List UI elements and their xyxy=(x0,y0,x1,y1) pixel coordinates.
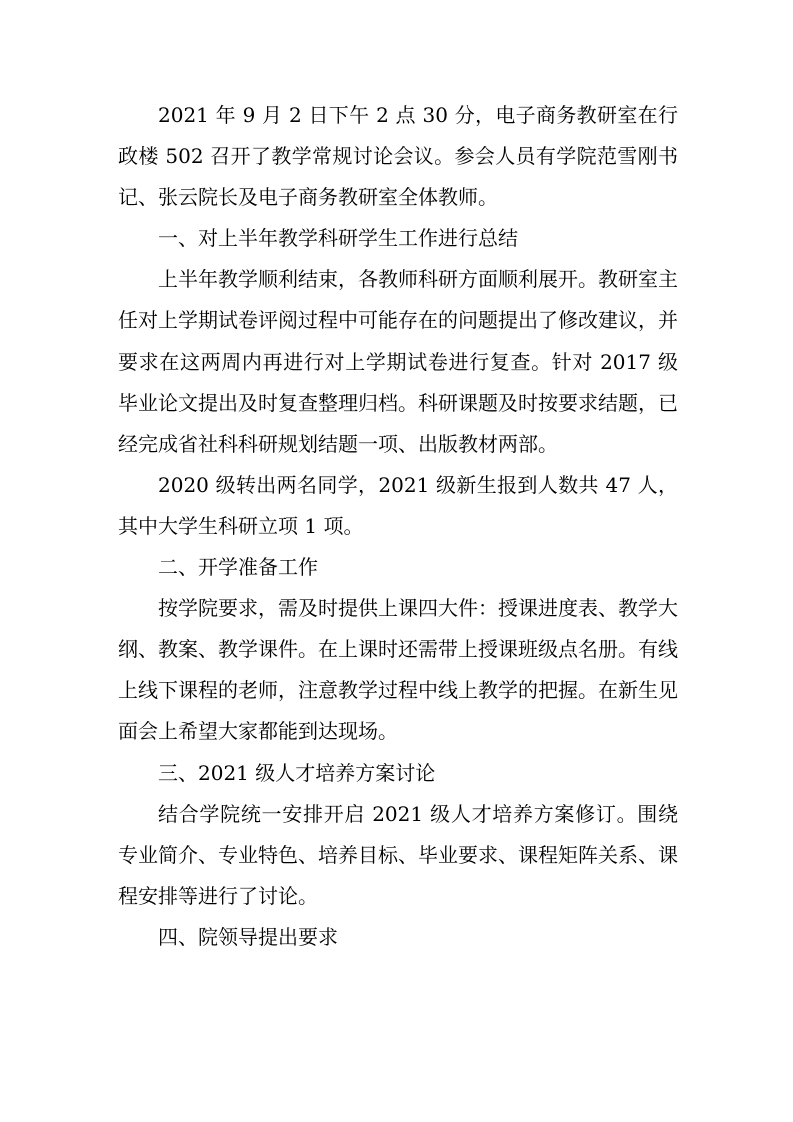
section-heading-summary: 一、对上半年教学科研学生工作进行总结 xyxy=(158,226,518,251)
document-page xyxy=(118,95,678,958)
meeting-intro-paragraph: 2021 年 9 月 2 日下午 2 点 30 分，电子商务教研室在行政楼 502 召开了教学常规讨论会议。参会人员有学院范雪刚书记、张云院长及电子商务教研室全体教师。 xyxy=(118,103,678,210)
section-heading-preparation: 二、开学准备工作 xyxy=(158,555,318,580)
section-heading-leadership: 四、院领导提出要求 xyxy=(158,924,338,949)
student-stats-paragraph: 2020 级转出两名同学，2021 级新生报到人数共 47 人，其中大学生科研立项 1 项。 xyxy=(118,472,678,538)
summary-paragraph: 上半年教学顺利结束，各教师科研方面顺利展开。教研室主任对上学期试卷评阅过程中可能存在的问题提出了修改建议，并要求在这两周内再进行对上学期试卷进行复查。针对 2017 级毕业论文提出及时复查整理归档。科研课题及时按要求结题，已经完成省社科科研规划结题一项、出版教材两部。 xyxy=(118,267,678,456)
section-heading-training-plan: 三、2021 级人才培养方案讨论 xyxy=(158,760,436,785)
training-plan-paragraph: 结合学院统一安排开启 2021 级人才培养方案修订。围绕专业简介、专业特色、培养目标、毕业要求、课程矩阵关系、课程安排等进行了讨论。 xyxy=(118,801,678,908)
preparation-paragraph: 按学院要求，需及时提供上课四大件：授课进度表、教学大纲、教案、教学课件。在上课时还需带上授课班级点名册。有线上线下课程的老师，注意教学过程中线上教学的把握。在新生见面会上希望大家都能到达现场。 xyxy=(118,596,678,744)
